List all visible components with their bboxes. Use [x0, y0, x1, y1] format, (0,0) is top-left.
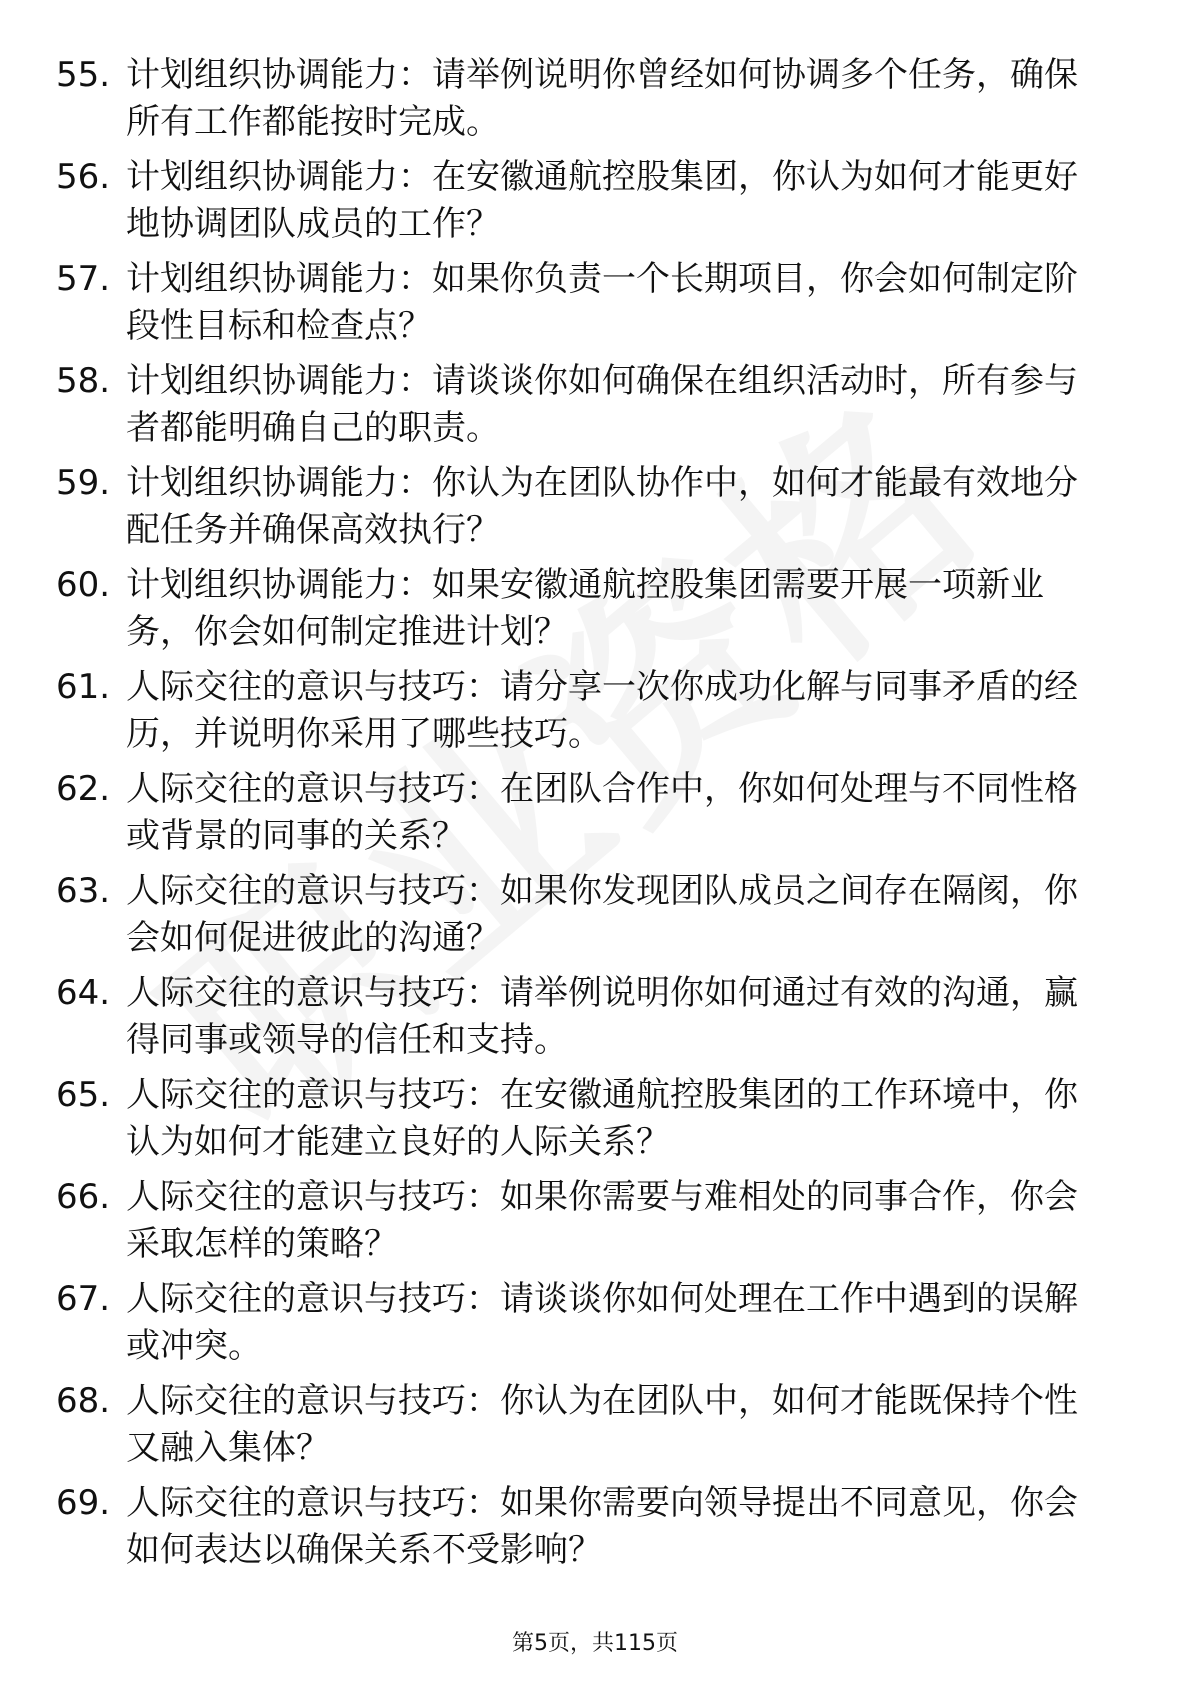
question-number: 63.	[56, 871, 111, 911]
question-item	[56, 52, 1116, 154]
question-number: 57.	[56, 259, 111, 299]
question-item	[56, 460, 1116, 562]
question-item	[56, 256, 1116, 358]
question-item	[56, 766, 1116, 868]
question-text: 计划组织协调能力：在安徽通航控股集团，你认为如何才能更好地协调团队成员的工作？	[126, 157, 1078, 244]
question-item	[56, 1072, 1116, 1174]
question-text: 计划组织协调能力：请举例说明你曾经如何协调多个任务，确保所有工作都能按时完成。	[126, 55, 1078, 142]
question-item	[56, 1174, 1116, 1276]
question-number: 64.	[56, 973, 111, 1013]
question-item	[56, 1276, 1116, 1378]
question-number: 56.	[56, 157, 111, 197]
question-item	[56, 562, 1116, 664]
question-number: 69.	[56, 1483, 111, 1523]
question-list	[56, 52, 1116, 1582]
question-text: 计划组织协调能力：请谈谈你如何确保在组织活动时，所有参与者都能明确自己的职责。	[126, 361, 1078, 448]
question-number: 59.	[56, 463, 111, 503]
question-number: 65.	[56, 1075, 111, 1115]
question-text: 人际交往的意识与技巧：请举例说明你如何通过有效的沟通，赢得同事或领导的信任和支持。	[126, 973, 1078, 1060]
question-item	[56, 1378, 1116, 1480]
question-text: 计划组织协调能力：如果你负责一个长期项目，你会如何制定阶段性目标和检查点？	[126, 259, 1078, 346]
question-text: 人际交往的意识与技巧：如果你发现团队成员之间存在隔阂，你会如何促进彼此的沟通？	[126, 871, 1078, 958]
question-text: 人际交往的意识与技巧：请谈谈你如何处理在工作中遇到的误解或冲突。	[126, 1279, 1078, 1366]
question-text: 人际交往的意识与技巧：如果你需要与难相处的同事合作，你会采取怎样的策略？	[126, 1177, 1078, 1264]
question-number: 67.	[56, 1279, 111, 1319]
question-text: 人际交往的意识与技巧：在团队合作中，你如何处理与不同性格或背景的同事的关系？	[126, 769, 1078, 856]
question-number: 55.	[56, 55, 111, 95]
question-item	[56, 358, 1116, 460]
question-item	[56, 970, 1116, 1072]
question-number: 62.	[56, 769, 111, 809]
question-item	[56, 1480, 1116, 1582]
question-item	[56, 868, 1116, 970]
question-text: 人际交往的意识与技巧：如果你需要向领导提出不同意见，你会如何表达以确保关系不受影响？	[126, 1483, 1078, 1570]
question-text: 计划组织协调能力：如果安徽通航控股集团需要开展一项新业务，你会如何制定推进计划？	[126, 565, 1044, 652]
question-text: 人际交往的意识与技巧：在安徽通航控股集团的工作环境中，你认为如何才能建立良好的人际关系？	[126, 1075, 1078, 1162]
question-item	[56, 154, 1116, 256]
question-number: 58.	[56, 361, 111, 401]
question-text: 计划组织协调能力：你认为在团队协作中，如何才能最有效地分配任务并确保高效执行？	[126, 463, 1078, 550]
question-number: 66.	[56, 1177, 111, 1217]
question-item	[56, 664, 1116, 766]
question-number: 60.	[56, 565, 111, 605]
page-number-footer: 第5页，共115页	[512, 1631, 678, 1656]
question-number: 61.	[56, 667, 111, 707]
question-text: 人际交往的意识与技巧：你认为在团队中，如何才能既保持个性又融入集体？	[126, 1381, 1078, 1468]
question-text: 人际交往的意识与技巧：请分享一次你成功化解与同事矛盾的经历，并说明你采用了哪些技巧。	[126, 667, 1078, 754]
question-number: 68.	[56, 1381, 111, 1421]
